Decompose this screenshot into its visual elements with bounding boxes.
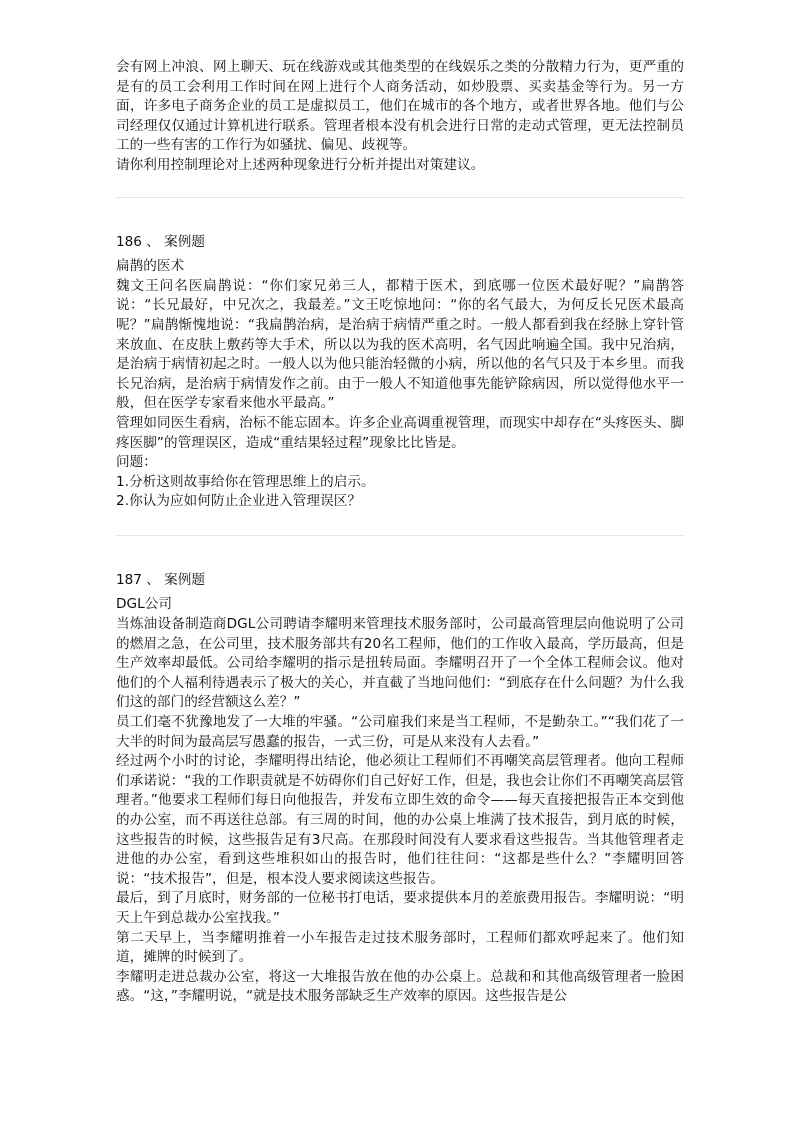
case-186-title: 扁鹊的医术 (116, 258, 185, 275)
intro-paragraph: 会有网上冲浪、网上聊天、玩在线游戏或其他类型的在线娱乐之类的分散精力行为，更严重的是有的员工会利用工作时间在网上进行个人商务活动，如炒股票、买卖基金等行为。另一方面，许多电子商务企业的员工是虚拟员工，他们在城市的各个地方，或者世界各地。他们与公司经理仅仅通过计算机进行联系。管理者根本没有机会进行日常的走动式管理，更无法控制员工的一些有害的工作行为如骚扰、偏见、歧视等。 (116, 59, 684, 154)
case-187-paragraph: 经过两个小时的讨论，李耀明得出结论，他必须让工程师们不再嘲笑高层管理者。他向工程师们承诺说：“我的工作职责就是不妨碍你们自己好好工作，但是，我也会让你们不再嘲笑高层管理者。”他要求工程师们每日向他报告，并发布立即生效的命令——每天直接把报告正本交到他的办公室，而不再送往总部。有三周的时间，他的办公桌上堆满了技术报告，到月底的时候，这些报告的时候，这些报告足有3尺高。在那段时间没有人要求看这些报告。当其他管理者走进他的办公室，看到这些堆积如山的报告时，他们往往问：“这都是些什么？”李耀明回答说：“技术报告”，但是，根本没人要求阅读这些报告。 (116, 753, 684, 887)
case-187-header: 187 、 案例题 (116, 571, 205, 588)
case-186-header: 186 、 案例题 (116, 233, 205, 250)
case-186-paragraph: 魏文王问名医扁鹊说：“你们家兄弟三人，都精于医术，到底哪一位医术最好呢？”扁鹊答说：“长兄最好，中兄次之，我最差。”文王吃惊地问：“你的名气最大，为何反长兄医术最高呢？”扁鹊惭愧地说：“我扁鹊治病，是治病于病情严重之时。一般人都看到我在经脉上穿针管来放血、在皮肤上敷药等大手术，所以以为我的医术高明，名气因此响遍全国。我中兄治病，是治病于病情初起之时。一般人以为他只能治轻微的小病，所以他的名气只及于本乡里。而我长兄治病，是治病于病情发作之前。由于一般人不知道他事先能铲除病因，所以觉得他水平一般，但在医学专家看来他水平最高。” (116, 277, 684, 412)
case-187-section (116, 571, 684, 1007)
case-187-paragraph: 李耀明走进总裁办公室，将这一大堆报告放在他的办公桌上。总裁和和其他高级管理者一脸困惑。“这，”李耀明说，“就是技术服务部缺乏生产效率的原因。这些报告是公 (116, 968, 684, 1005)
section-divider (116, 535, 684, 536)
section-divider (116, 197, 684, 198)
case-186-paragraph: 管理如同医生看病，治标不能忘固本。许多企业高调重视管理，而现实中却存在“头疼医头、脚疼医脚”的管理误区，造成“重结果轻过程”现象比比皆是。 (116, 414, 684, 451)
case-187-paragraph: 当炼油设备制造商DGL公司聘请李耀明来管理技术服务部时，公司最高管理层向他说明了公司的燃眉之急，在公司里，技术服务部共有20名工程师，他们的工作收入最高，学历最高，但是生产效率却最低。公司给李耀明的指示是扭转局面。李耀明召开了一个全体工程师会议。他对他们的个人福利待遇表示了极大的关心，并直截了当地问他们：“到底存在什么问题？为什么我们这的部门的经营额这么差？” (116, 616, 684, 711)
case-187-paragraph: 员工们毫不犹豫地发了一大堆的牢骚。“公司雇我们来是当工程师，不是勤杂工。”“我们花了一大半的时间为最高层写愚蠢的报告，一式三份，可是从来没有人去看。” (116, 714, 684, 750)
document-page (116, 58, 684, 1007)
intro-section (116, 58, 684, 176)
case-187-title: DGL公司 (116, 596, 173, 613)
intro-question: 请你利用控制理论对上述两种现象进行分析并提出对策建议。 (116, 156, 485, 173)
case-187-paragraph: 最后，到了月底时，财务部的一位秘书打电话，要求提供本月的差旅费用报告。李耀明说：“明天上午到总裁办公室找我。” (116, 890, 684, 926)
case-187-paragraph: 第二天早上，当李耀明推着一小车报告走过技术服务部时，工程师们都欢呼起来了。他们知道，摊牌的时候到了。 (116, 929, 684, 966)
case-186-question-1: 1.分析这则故事给你在管理思维上的启示。 (116, 473, 375, 490)
case-186-section (116, 233, 684, 512)
case-186-question-label: 问题： (116, 454, 157, 471)
case-186-question-2: 2.你认为应如何防止企业进入管理误区？ (116, 493, 362, 510)
